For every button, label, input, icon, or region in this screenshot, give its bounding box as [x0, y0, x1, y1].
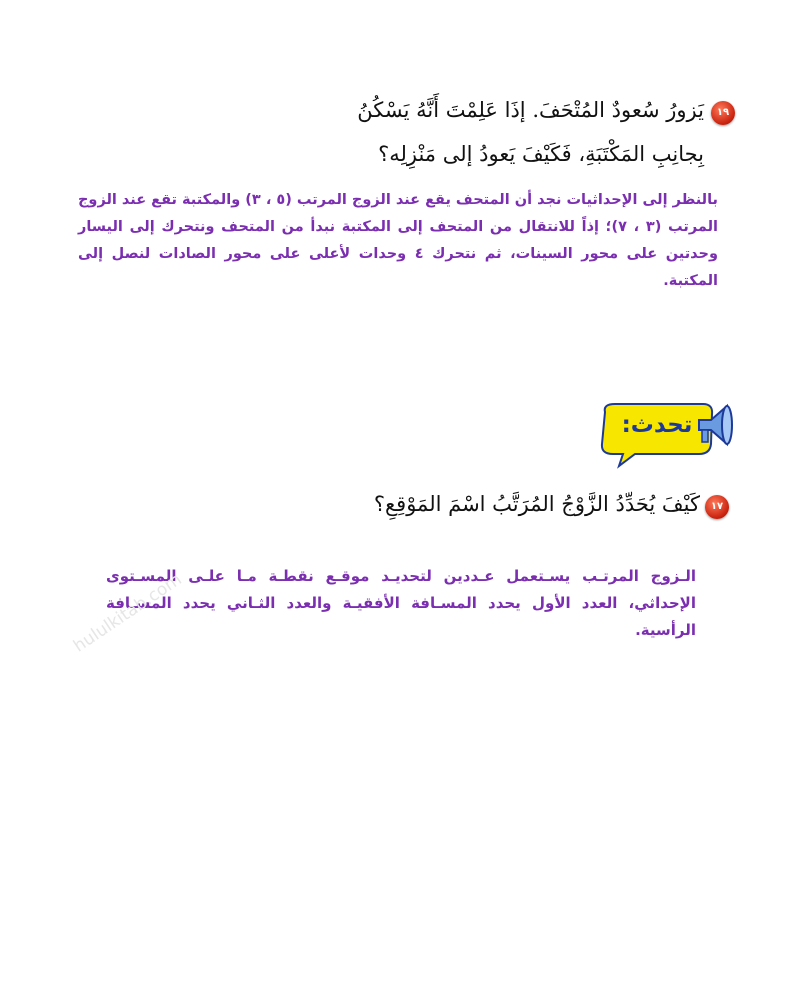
watermark: hululkitab.com — [70, 569, 186, 657]
question-number-marker-19: ١٩ — [711, 101, 735, 125]
question-19-line-1: يَزورُ سُعودٌ المُتْحَفَ. إذَا عَلِمْتَ أَنَّهُ يَسْكُنُ — [357, 98, 704, 122]
question-number-marker-17: ١٧ — [705, 495, 729, 519]
speak-section-banner — [595, 400, 735, 470]
answer-19-text: بالنظر إلى الإحداثيات نجد أن المتحف يقع عند الزوج المرتب (٥ ، ٣) والمكتبة تقع عند الزوج المرتب (٣ ، ٧)؛ إذاً للانتقال من المتحف إلى المكتبة نبدأ من المتحف ونتحرك إلى اليسار وحدتين على محور السينات، ثم نتحرك ٤ وحدات لأعلى على محور الصادات لنصل إلى المكتبة. — [77, 192, 719, 289]
speak-section-label: تحدث: — [621, 412, 693, 438]
answer-17-text: الـزوج المرتـب يسـتعمل عـددين لتحديـد موقـع نقطـة مـا علـى المسـتوى الإحداثي، العدد الأول يحدد المسـافة الأفقيـة والعدد الثـاني يحدد المسـافة الرأسية. — [106, 567, 696, 639]
question-17-line-1: كَيْفَ يُحَدِّدُ الزَّوْجُ المُرَتَّبُ اسْمَ المَوْقِعِ؟ — [373, 492, 700, 516]
question-19-line-2: بِجانِبِ المَكْتَبَةِ، فَكَيْفَ يَعودُ إلى مَنْزِلِه؟ — [378, 142, 704, 166]
